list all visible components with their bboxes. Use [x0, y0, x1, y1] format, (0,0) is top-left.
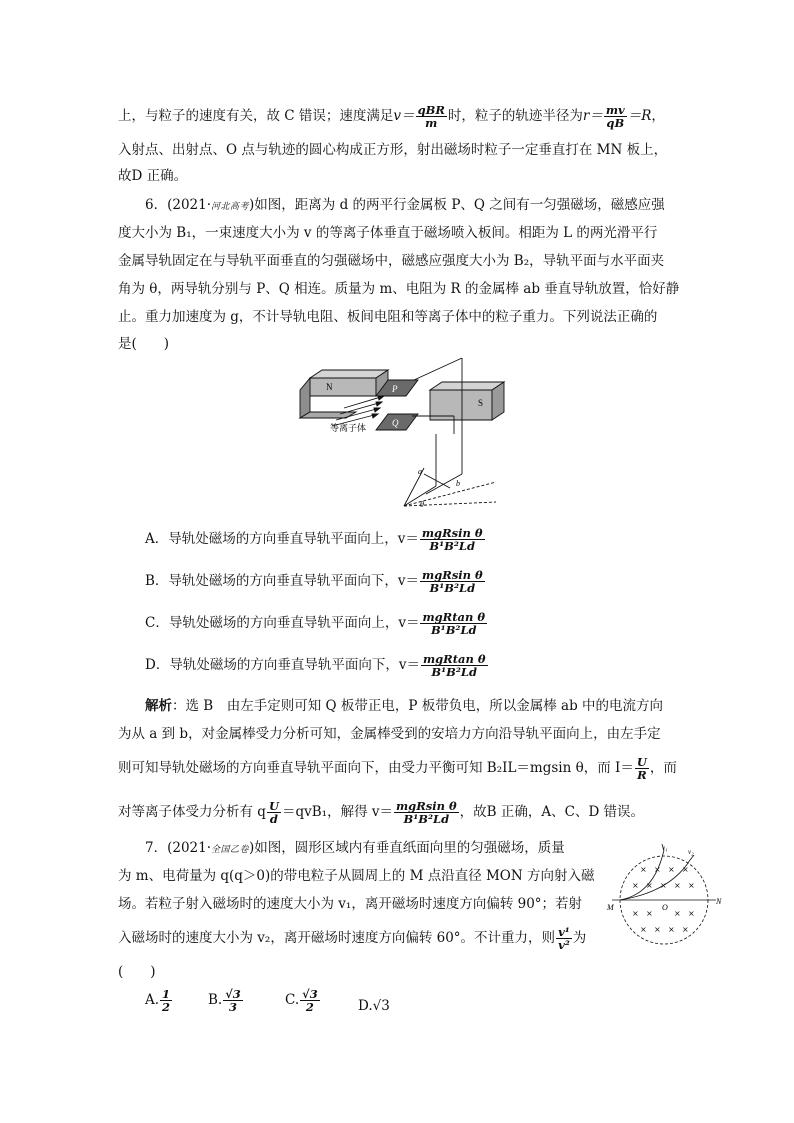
- circular-field-diagram: [604, 842, 724, 952]
- q6-option-b[interactable]: B．导轨处磁场的方向垂直导轨平面向下，v＝ $\frac{\text{mgRsin θ}}{\text{B¹B²Ld}}$: [145, 568, 483, 595]
- plate-p-label: P: [392, 384, 398, 394]
- radius-fraction: $\frac{mv}{qB}$: [605, 103, 625, 130]
- svg-text:×: ×: [688, 909, 695, 918]
- q7-option-b[interactable]: B. $\frac{√3}{3}$: [208, 987, 241, 1014]
- magnet-s-label: S: [478, 398, 484, 408]
- svg-text:×: ×: [640, 925, 647, 934]
- velocity-fraction: $\frac{\text{qBR}}{m}$: [417, 103, 445, 130]
- svg-text:×: ×: [668, 925, 675, 934]
- svg-text:×: ×: [674, 909, 681, 918]
- point-m-label: M: [607, 903, 614, 912]
- q7-line-5: ( ): [118, 964, 156, 980]
- svg-text:×: ×: [646, 881, 653, 890]
- magnet-n-label: N: [326, 382, 333, 392]
- q6-line-5: 止。重力加速度为 g，不计导轨电阻、板间电阻和等离子体中的粒子重力。下列说法正确的: [118, 309, 658, 325]
- svg-text:×: ×: [654, 925, 661, 934]
- angle-theta-label: θ: [420, 500, 424, 509]
- v2-label: v₂: [688, 848, 694, 856]
- q6-line-4: 角为 θ，两导轨分别与 P、Q 相连。质量为 m、电阻为 R 的金属棒 ab 垂直导轨放置，恰好静: [118, 281, 680, 297]
- svg-text:×: ×: [660, 881, 667, 890]
- intro-line-3: 故D 正确。: [118, 168, 188, 184]
- rod-a-label: a: [418, 467, 422, 476]
- svg-text:×: ×: [632, 909, 639, 918]
- q6-solution-line-1: 解析：选 B 由左手定则可知 Q 板带正电，P 板带负电，所以金属棒 ab 中的电流方向: [145, 698, 664, 714]
- q6-solution-line-4: 对等离子体受力分析有 q $\frac{U}{d}$ ＝qvB₁，解得 v＝ $\frac{\text{mgRsin θ}}{\text{B¹B²Ld}}$ ，故B 正确，A、C、D 错误。: [118, 799, 645, 826]
- svg-text:×: ×: [674, 881, 681, 890]
- point-n-label: N: [716, 897, 722, 906]
- q6-option-a[interactable]: A．导轨处磁场的方向垂直导轨平面向上，v＝ $\frac{\text{mgRsin θ}}{\text{B¹B²Ld}}$: [145, 526, 483, 553]
- svg-text:×: ×: [646, 909, 653, 918]
- q7-option-a[interactable]: A. $\frac{1}{2}$: [145, 987, 171, 1014]
- q6-solution-line-2: 为从 a 到 b，对金属棒受力分析可知，金属棒受到的安培力方向沿导轨平面向上，由左手定: [118, 726, 661, 742]
- q6-line-3: 金属导轨固定在与导轨平面垂直的匀强磁场中，磁感应强度大小为 B₂，导轨平面与水平面夹: [118, 253, 665, 269]
- svg-text:×: ×: [688, 881, 695, 890]
- plasma-generator-diagram: [296, 356, 506, 514]
- q6-line-1: 6．(2021·河北高考)如图，距离为 d 的两平行金属板 P、Q 之间有一匀强磁场，磁感应强: [145, 197, 665, 213]
- q7-option-c[interactable]: C. $\frac{√3}{2}$: [285, 987, 318, 1014]
- q7-line-3: 场。若粒子射入磁场时的速度大小为 v₁，离开磁场时速度方向偏转 90°；若射: [118, 896, 583, 912]
- plate-q-label: Q: [392, 418, 399, 428]
- q6-line-2: 度大小为 B₁，一束速度大小为 v 的等离子体垂直于磁场喷入板间。相距为 L 的两光滑平行: [118, 225, 658, 241]
- q6-line-6: 是( ): [118, 336, 170, 352]
- field-cross-marks: [632, 865, 695, 934]
- svg-text:×: ×: [668, 865, 675, 874]
- q7-option-d[interactable]: D.√3: [358, 998, 390, 1014]
- q7-line-4: 入磁场时的速度大小为 v₂，离开磁场时速度方向偏转 60°。不计重力，则 $\frac{\text{v¹}}{\text{v²}}$ 为: [118, 925, 587, 952]
- q6-option-d[interactable]: D．导轨处磁场的方向垂直导轨平面向下，v＝ $\frac{\text{mgRtan θ}}{\text{B¹B²Ld}}$: [145, 652, 486, 679]
- q6-option-c[interactable]: C．导轨处磁场的方向垂直导轨平面向上，v＝ $\frac{\text{mgRtan θ}}{\text{B¹B²Ld}}$: [145, 610, 486, 637]
- svg-text:×: ×: [682, 925, 689, 934]
- intro-line-1: 上，与粒子的速度有关，故 C 错误；速度满足v＝ $\frac{\text{qBR}}{m}$ 时，粒子的轨迹半径为r＝ $\frac{mv}{qB}$ ＝R，: [118, 103, 665, 130]
- q7-line-2: 为 m、电荷量为 q(q＞0)的带电粒子从圆周上的 M 点沿直径 MON 方向射入磁: [118, 868, 595, 884]
- svg-text:×: ×: [682, 865, 689, 874]
- q6-solution-line-3: 则可知导轨处磁场的方向垂直导轨平面向下，由受力平衡可知 B₂IL＝mgsin θ，而 I＝ $\frac{U}{R}$ ，而: [118, 755, 677, 782]
- svg-text:×: ×: [640, 865, 647, 874]
- intro-line-2: 入射点、出射点、O 点与轨迹的圆心构成正方形，射出磁场时粒子一定垂直打在 MN 板上，: [118, 142, 668, 158]
- plasma-label: 等离子体: [330, 424, 367, 434]
- svg-text:×: ×: [632, 881, 639, 890]
- svg-text:×: ×: [654, 865, 661, 874]
- rod-b-label: b: [456, 479, 460, 488]
- q7-line-1: 7．(2021·全国乙卷)如图，圆形区域内有垂直纸面向里的匀强磁场，质量: [145, 840, 565, 856]
- v1-label: v₁: [662, 844, 668, 852]
- point-o-label: O: [662, 903, 668, 912]
